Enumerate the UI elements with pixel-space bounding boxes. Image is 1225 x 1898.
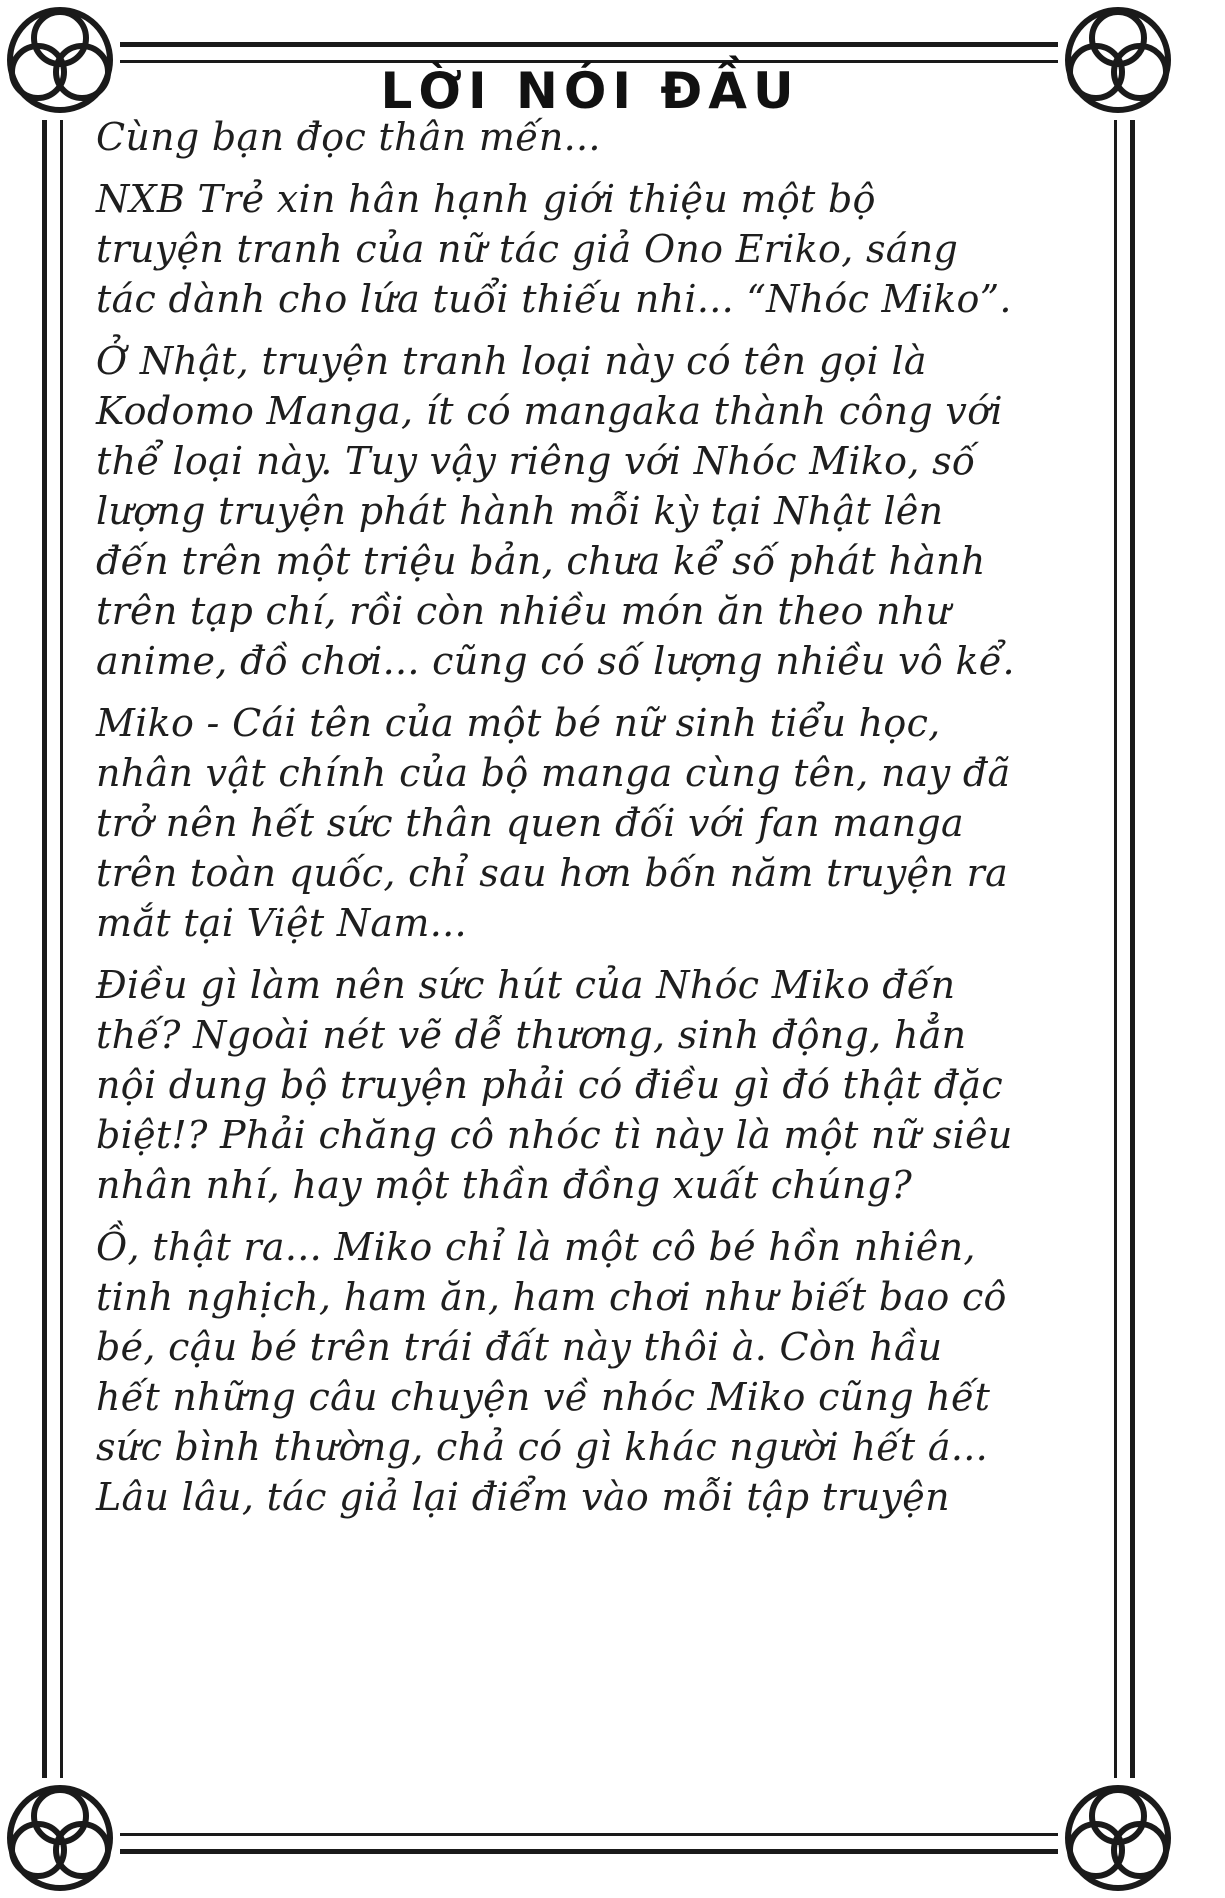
celtic-knot-corner-icon [0,1778,120,1898]
text-line: trên tạp chí, rồi còn nhiều món ăn theo như [96,589,951,633]
text-line: anime, đồ chơi... cũng có số lượng nhiều vô kể. [96,639,1015,683]
text-line: thế? Ngoài nét vẽ dễ thương, sinh động, hẳn [96,1013,967,1057]
preface-body [96,112,1106,1522]
text-line: Kodomo Manga, ít có mangaka thành công với [96,389,1003,433]
paragraph [96,960,1106,1210]
text-line: Ồ, thật ra... Miko chỉ là một cô bé hồn nhiên, [96,1225,976,1269]
text-line: nhân nhí, hay một thần đồng xuất chúng? [96,1163,913,1207]
text-line: lượng truyện phát hành mỗi kỳ tại Nhật lên [96,489,944,533]
text-line: Lâu lâu, tác giả lại điểm vào mỗi tập truyện [96,1475,950,1519]
text-line: nội dung bộ truyện phải có điều gì đó thật đặc [96,1063,1003,1107]
text-line: trên toàn quốc, chỉ sau hơn bốn năm truyện ra [96,851,1009,895]
paragraph [96,112,1106,162]
text-line: biệt!? Phải chăng cô nhóc tì này là một nữ siêu [96,1113,1013,1157]
text-line: tinh nghịch, ham ăn, ham chơi như biết bao cô [96,1275,1007,1319]
text-line: tác dành cho lứa tuổi thiếu nhi... “Nhóc Miko”. [96,277,1012,321]
paragraph [96,336,1106,686]
text-line: hết những câu chuyện về nhóc Miko cũng hết [96,1375,991,1419]
text-line: Cùng bạn đọc thân mến... [96,115,601,159]
text-line: bé, cậu bé trên trái đất này thôi à. Còn hầu [96,1325,943,1369]
text-line: sức bình thường, chả có gì khác người hết á... [96,1425,988,1469]
celtic-knot-corner-icon [1058,1778,1178,1898]
text-line: đến trên một triệu bản, chưa kể số phát hành [96,539,986,583]
text-line: Ở Nhật, truyện tranh loại này có tên gọi là [96,339,927,383]
text-line: mắt tại Việt Nam... [96,901,467,945]
page-title: LỜI NÓI ĐẦU [380,62,800,120]
paragraph [96,1222,1106,1522]
paragraph [96,698,1106,948]
text-line: Điều gì làm nên sức hút của Nhóc Miko đến [96,963,956,1007]
text-line: truyện tranh của nữ tác giả Ono Eriko, sáng [96,227,959,271]
text-line: Miko - Cái tên của một bé nữ sinh tiểu học, [96,701,941,745]
text-line: trở nên hết sức thân quen đối với fan manga [96,801,964,845]
text-line: thể loại này. Tuy vậy riêng với Nhóc Miko, số [96,439,976,483]
paragraph [96,174,1106,324]
text-line: nhân vật chính của bộ manga cùng tên, nay đã [96,751,1011,795]
text-line: NXB Trẻ xin hân hạnh giới thiệu một bộ [96,177,876,221]
